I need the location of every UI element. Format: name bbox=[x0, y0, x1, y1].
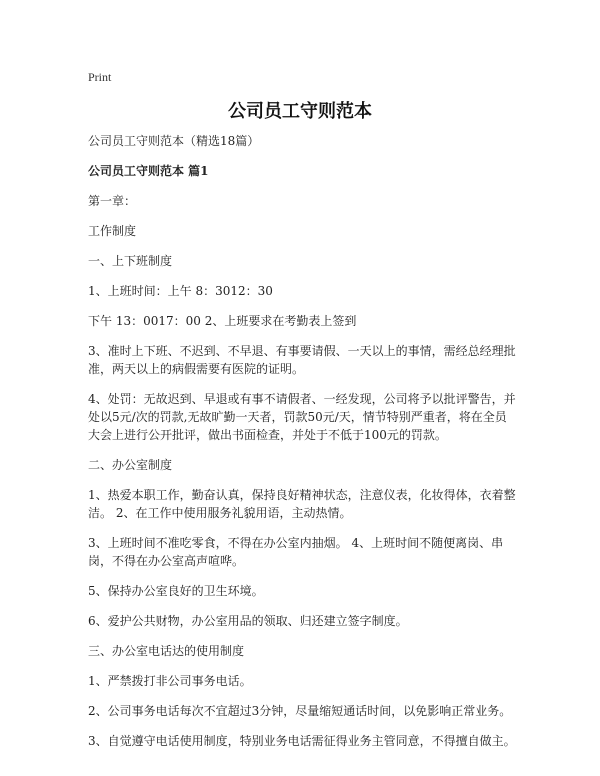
subsection-heading: 三、办公室电话达的使用制度 bbox=[88, 644, 245, 658]
chapter-heading: 第一章： bbox=[88, 194, 137, 208]
rule-item: 6、爱护公共财物，办公室用品的领取、归还建立签字制度。 bbox=[88, 614, 408, 628]
document-body bbox=[88, 132, 518, 762]
rule-item: 5、保持办公室良好的卫生环境。 bbox=[88, 584, 264, 598]
rule-item: 1、上班时间：上午 8：3012：30 bbox=[88, 284, 273, 298]
rule-item: 3、上班时间不准吃零食，不得在办公室内抽烟。 4、上班时间不随便离岗、串岗，不得在办公室高声喧哗。 bbox=[88, 536, 504, 568]
subsection-heading: 二、办公室制度 bbox=[88, 458, 173, 472]
section-heading: 公司员工守则范本 篇1 bbox=[88, 164, 209, 178]
subtitle-line: 公司员工守则范本（精选18篇） bbox=[88, 134, 260, 148]
page-title: 公司员工守则范本 bbox=[228, 101, 372, 122]
rule-item: 1、严禁拨打非公司事务电话。 bbox=[88, 674, 252, 688]
rule-item: 4、处罚：无故迟到、早退或有事不请假者、一经发现，公司将予以批评警告，并处以5元/次的罚款,无故旷勤一天者，罚款50元/天，情节特别严重者，将在全员大会上进行公开批评，做出书面检查，并处于不低于100元的罚款。 bbox=[88, 392, 516, 442]
rule-item: 3、自觉遵守电话使用制度，特别业务电话需征得业务主管同意，不得擅自做主。 bbox=[88, 734, 516, 748]
rule-item: 下午 13：0017：00 2、上班要求在考勤表上签到 bbox=[88, 314, 357, 328]
rule-item: 2、公司事务电话每次不宜超过3分钟，尽量缩短通话时间，以免影响正常业务。 bbox=[88, 704, 512, 718]
rule-item: 1、热爱本职工作，勤奋认真，保持良好精神状态，注意仪表，化妆得体，衣着整洁。 2、在工作中使用服务礼貌用语，主动热情。 bbox=[88, 488, 516, 520]
subsection-heading: 一、上下班制度 bbox=[88, 254, 173, 268]
section-title: 工作制度 bbox=[88, 224, 137, 238]
rule-item: 3、准时上下班、不迟到、不早退、有事要请假、一天以上的事情，需经总经理批准，两天以上的病假需要有医院的证明。 bbox=[88, 344, 516, 376]
print-link[interactable]: Print bbox=[88, 70, 112, 84]
